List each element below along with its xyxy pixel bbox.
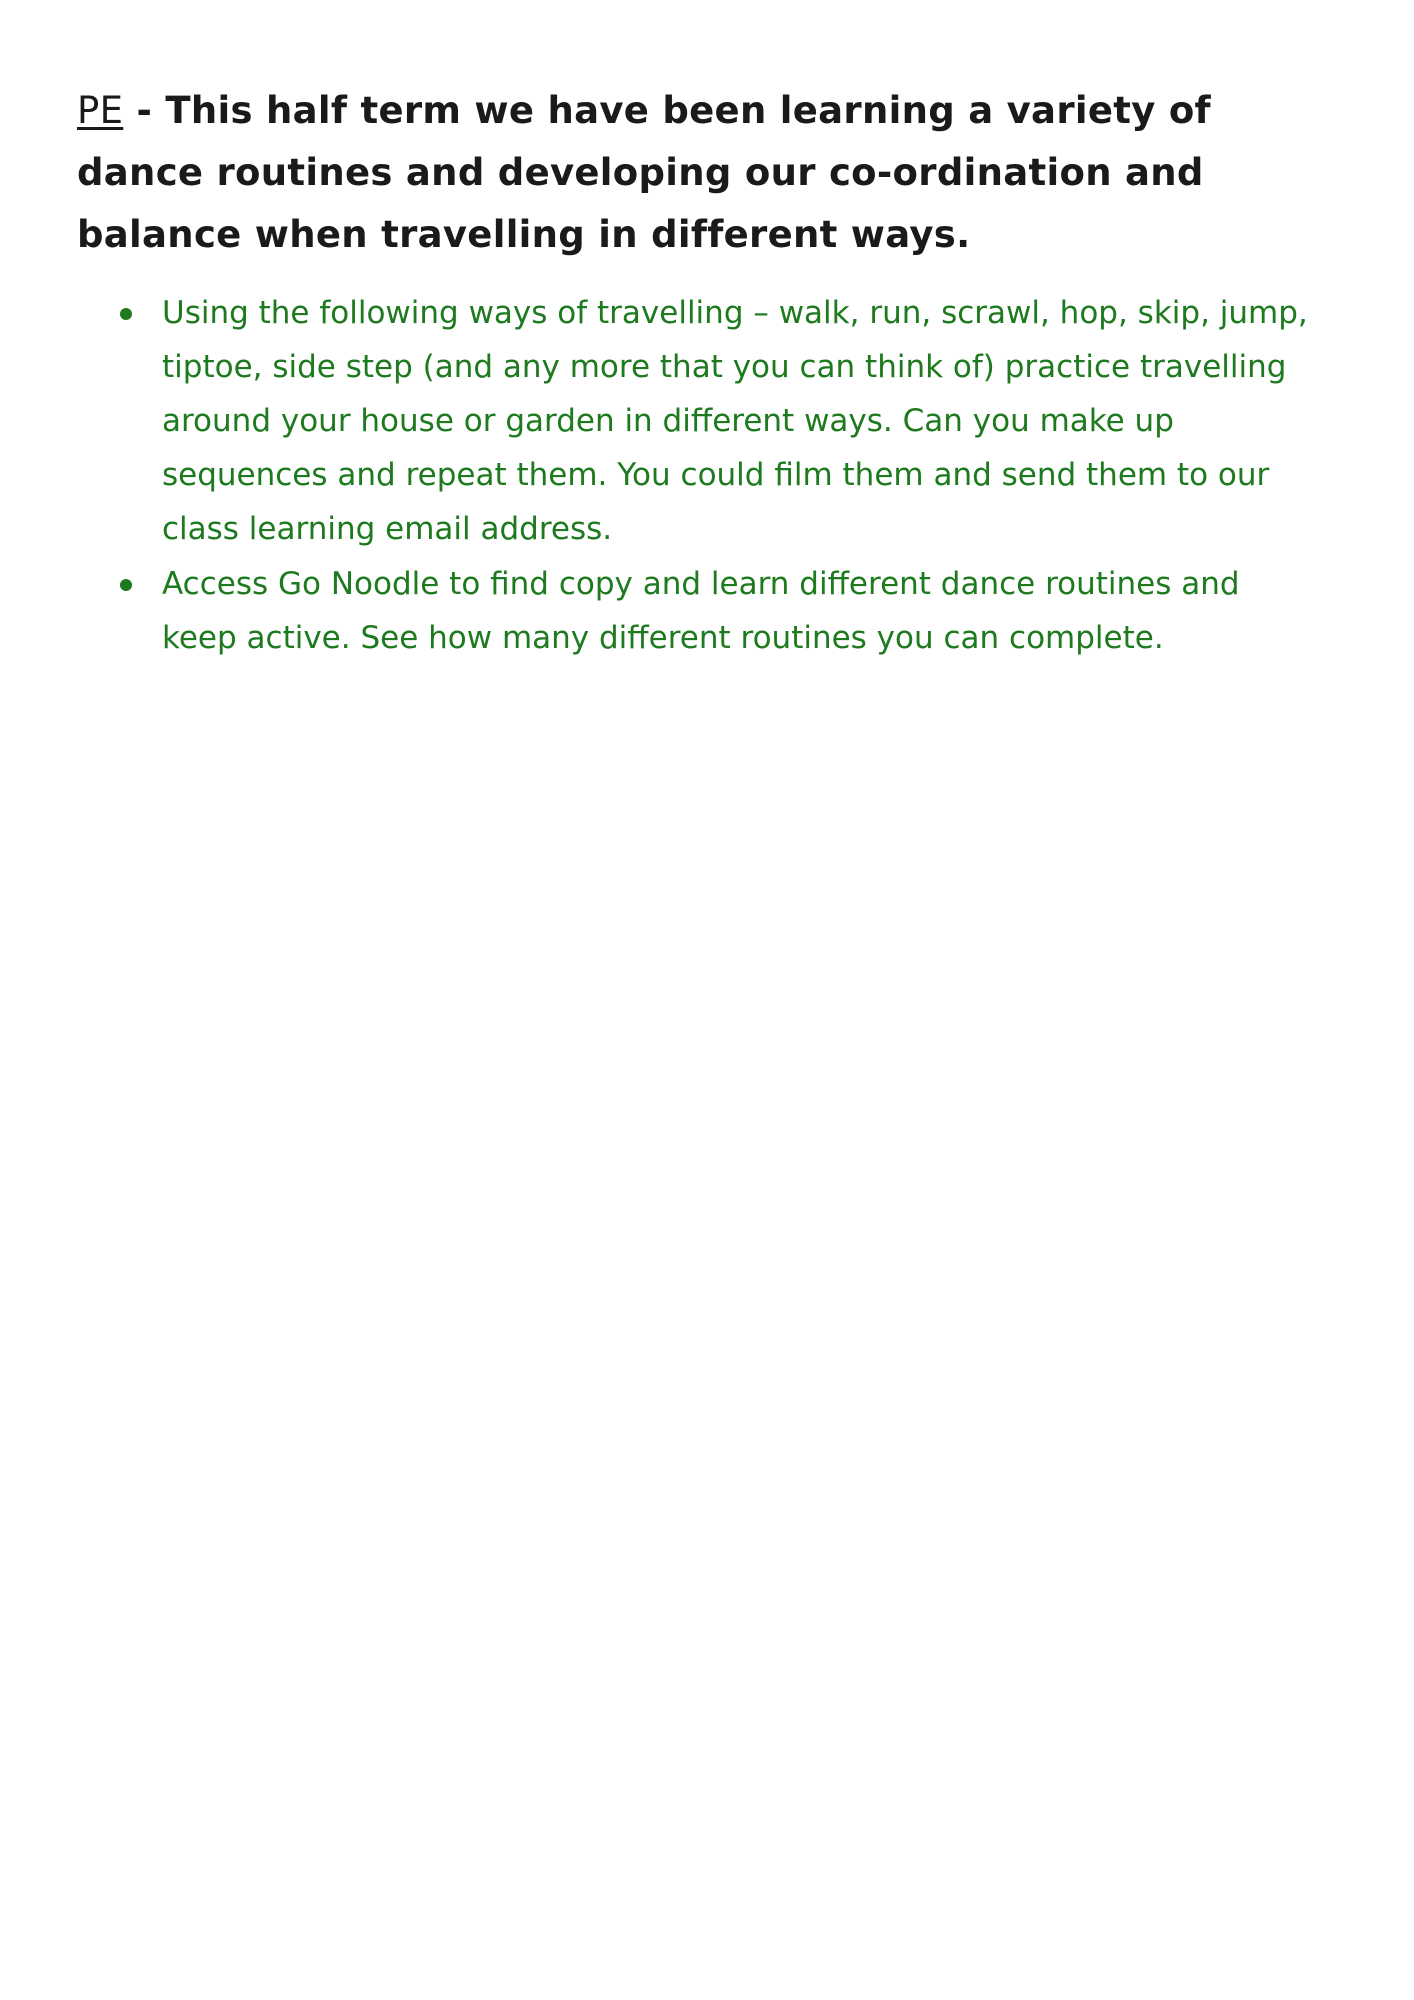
list-item [120, 286, 1320, 556]
bullet-icon [120, 308, 132, 320]
heading-text: - This half term we have been learning a variety of dance routines and developing our co-ordination and balance when travelling in different ways. [77, 89, 1211, 256]
activity-list [120, 286, 1320, 666]
list-item [120, 557, 1320, 665]
list-item-text: Using the following ways of travelling – walk, run, scrawl, hop, skip, jump, tiptoe, side step (and any more that you can think of) practice travelling around your house or garden in different ways. Can you make up sequences and repeat them. You could film them and send them to our class learning email address. [162, 295, 1308, 547]
subject-label: PE [77, 89, 124, 132]
section-heading [77, 80, 1337, 266]
list-item-text: Access Go Noodle to find copy and learn different dance routines and keep active. See how many different routines you can complete. [162, 566, 1240, 656]
bullet-icon [120, 579, 132, 591]
